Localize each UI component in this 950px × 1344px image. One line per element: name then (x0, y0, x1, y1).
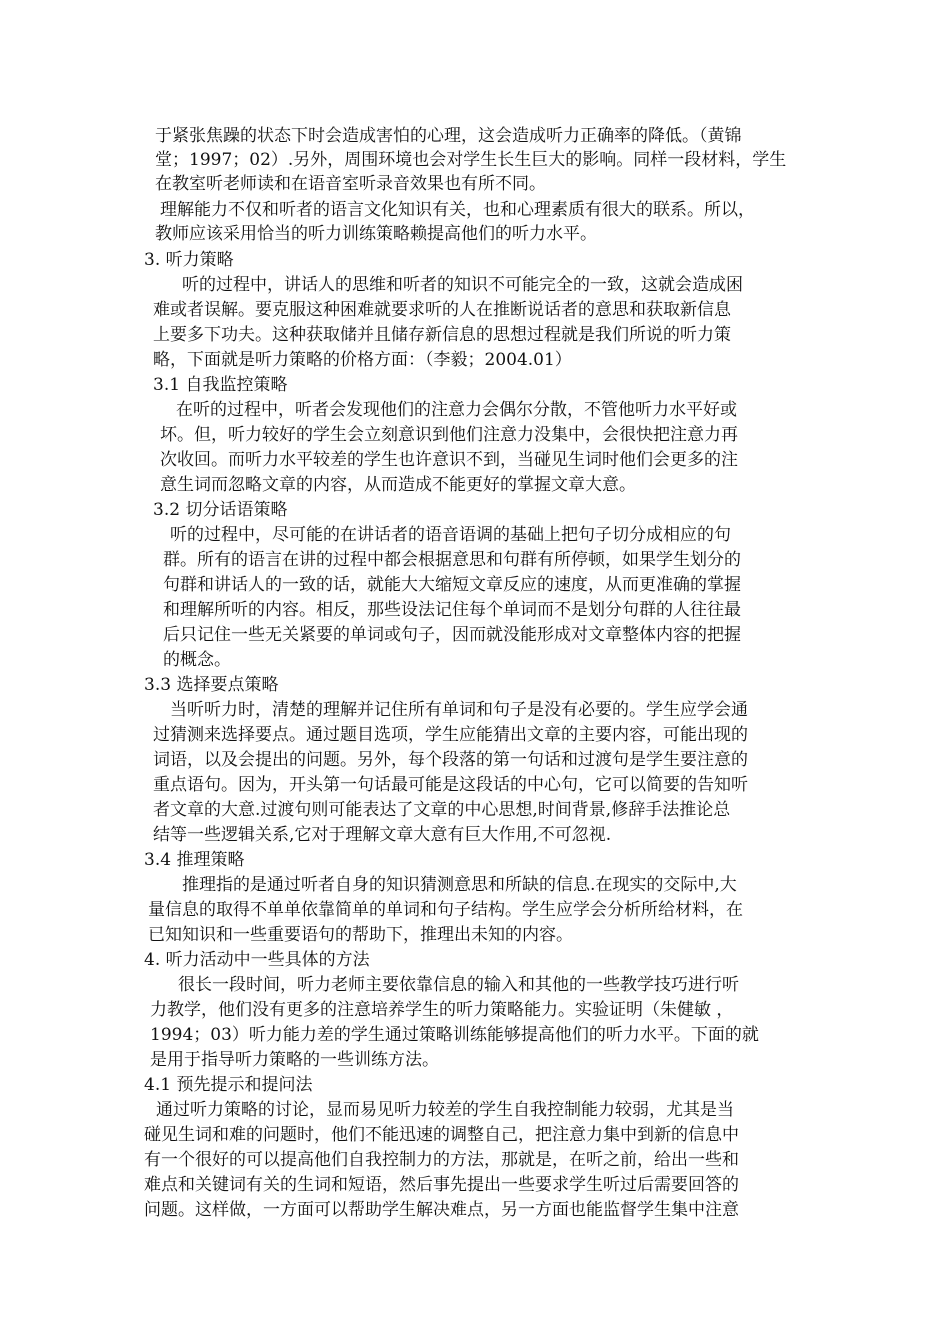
text-line: 次收回。而听力水平较差的学生也许意识不到，当碰见生词时他们会更多的注 (160, 450, 738, 470)
text-line: 当听听力时，清楚的理解并记住所有单词和句子是没有必要的。学生应学会通 (170, 700, 748, 720)
text-line: 群。所有的语言在讲的过程中都会根据意思和句群有所停顿，如果学生划分的 (163, 550, 741, 570)
subsection-heading: 3.4 推理策略 (144, 850, 245, 870)
text-line: 的概念。 (163, 650, 231, 670)
text-line: 坏。但，听力较好的学生会立刻意识到他们注意力没集中，会很快把注意力再 (160, 425, 738, 445)
text-line: 词语，以及会提出的问题。另外，每个段落的第一句话和过渡句是学生要注意的 (153, 750, 748, 770)
text-line: 听的过程中，尽可能的在讲话者的语音语调的基础上把句子切分成相应的句 (170, 525, 731, 545)
text-line: 在听的过程中，听者会发现他们的注意力会偶尔分散，不管他听力水平好或 (176, 400, 737, 420)
text-line: 教师应该采用恰当的听力训练策略赖提高他们的听力水平。 (155, 224, 597, 244)
text-line: 碰见生词和难的问题时，他们不能迅速的调整自己，把注意力集中到新的信息中 (144, 1125, 739, 1145)
text-line: 和理解所听的内容。相反，那些设法记住每个单词而不是划分句群的人往往最 (163, 600, 741, 620)
text-line: 略，下面就是听力策略的价格方面：（李毅；2004.01） (153, 350, 572, 370)
text-line: 通过听力策略的讨论，显而易见听力较差的学生自我控制能力较弱，尤其是当 (156, 1100, 734, 1120)
text-line: 难点和关键词有关的生词和短语，然后事先提出一些要求学生听过后需要回答的 (144, 1175, 739, 1195)
text-line: 于紧张焦躁的状态下时会造成害怕的心理，这会造成听力正确率的降低。（黄锦 (155, 126, 742, 146)
text-line: 重点语句。因为，开头第一句话最可能是这段话的中心句，它可以简要的告知听 (153, 775, 748, 795)
text-line: 有一个很好的可以提高他们自我控制力的方法，那就是，在听之前，给出一些和 (144, 1150, 739, 1170)
text-line: 句群和讲话人的一致的话，就能大大缩短文章反应的速度，从而更准确的掌握 (163, 575, 741, 595)
text-line: 推理指的是通过听者自身的知识猜测意思和所缺的信息.在现实的交际中,大 (182, 875, 737, 895)
section-heading: 4. 听力活动中一些具体的方法 (144, 950, 370, 970)
text-line: 堂；1997；02）.另外，周围环境也会对学生长生巨大的影响。同样一段材料，学生 (155, 150, 787, 170)
subsection-heading: 3.2 切分话语策略 (153, 500, 288, 520)
text-line: 听的过程中，讲话人的思维和听者的知识不可能完全的一致，这就会造成困 (182, 275, 743, 295)
text-line: 量信息的取得不单单依靠简单的单词和句子结构。学生应学会分析所给材料，在 (148, 900, 743, 920)
text-line: 难或者误解。要克服这种困难就要求听的人在推断说话者的意思和获取新信息 (153, 300, 731, 320)
text-line: 是用于指导听力策略的一些训练方法。 (150, 1050, 439, 1070)
text-line: 上要多下功夫。这种获取储并且储存新信息的思想过程就是我们所说的听力策 (153, 325, 731, 345)
subsection-heading: 4.1 预先提示和提问法 (144, 1075, 313, 1095)
text-line: 意生词而忽略文章的内容，从而造成不能更好的掌握文章大意。 (160, 475, 636, 495)
text-line: 力教学，他们没有更多的注意培养学生的听力策略能力。实验证明（朱健敏 ， (150, 1000, 734, 1020)
subsection-heading: 3.1 自我监控策略 (153, 375, 288, 395)
text-line: 过猜测来选择要点。通过题目选项，学生应能猜出文章的主要内容，可能出现的 (153, 725, 748, 745)
text-line: 已知知识和一些重要语句的帮助下，推理出未知的内容。 (148, 925, 573, 945)
text-line: 结等一些逻辑关系,它对于理解文章大意有巨大作用,不可忽视. (153, 825, 612, 845)
section-heading: 3. 听力策略 (144, 250, 234, 270)
text-line: 者文章的大意.过渡句则可能表达了文章的中心思想,时间背景,修辞手法推论总 (153, 800, 731, 820)
subsection-heading: 3.3 选择要点策略 (144, 675, 279, 695)
text-line: 很长一段时间，听力老师主要依靠信息的输入和其他的一些教学技巧进行听 (178, 975, 739, 995)
text-line: 问题。这样做，一方面可以帮助学生解决难点，另一方面也能监督学生集中注意 (144, 1200, 739, 1220)
text-line: 理解能力不仅和听者的语言文化知识有关，也和心理素质有很大的联系。所以， (160, 200, 755, 220)
text-line: 后只记住一些无关紧要的单词或句子，因而就没能形成对文章整体内容的把握 (163, 625, 741, 645)
text-line: 在教室听老师读和在语音室听录音效果也有所不同。 (155, 174, 546, 194)
text-line: 1994；03）听力能力差的学生通过策略训练能够提高他们的听力水平。下面的就 (150, 1025, 759, 1045)
